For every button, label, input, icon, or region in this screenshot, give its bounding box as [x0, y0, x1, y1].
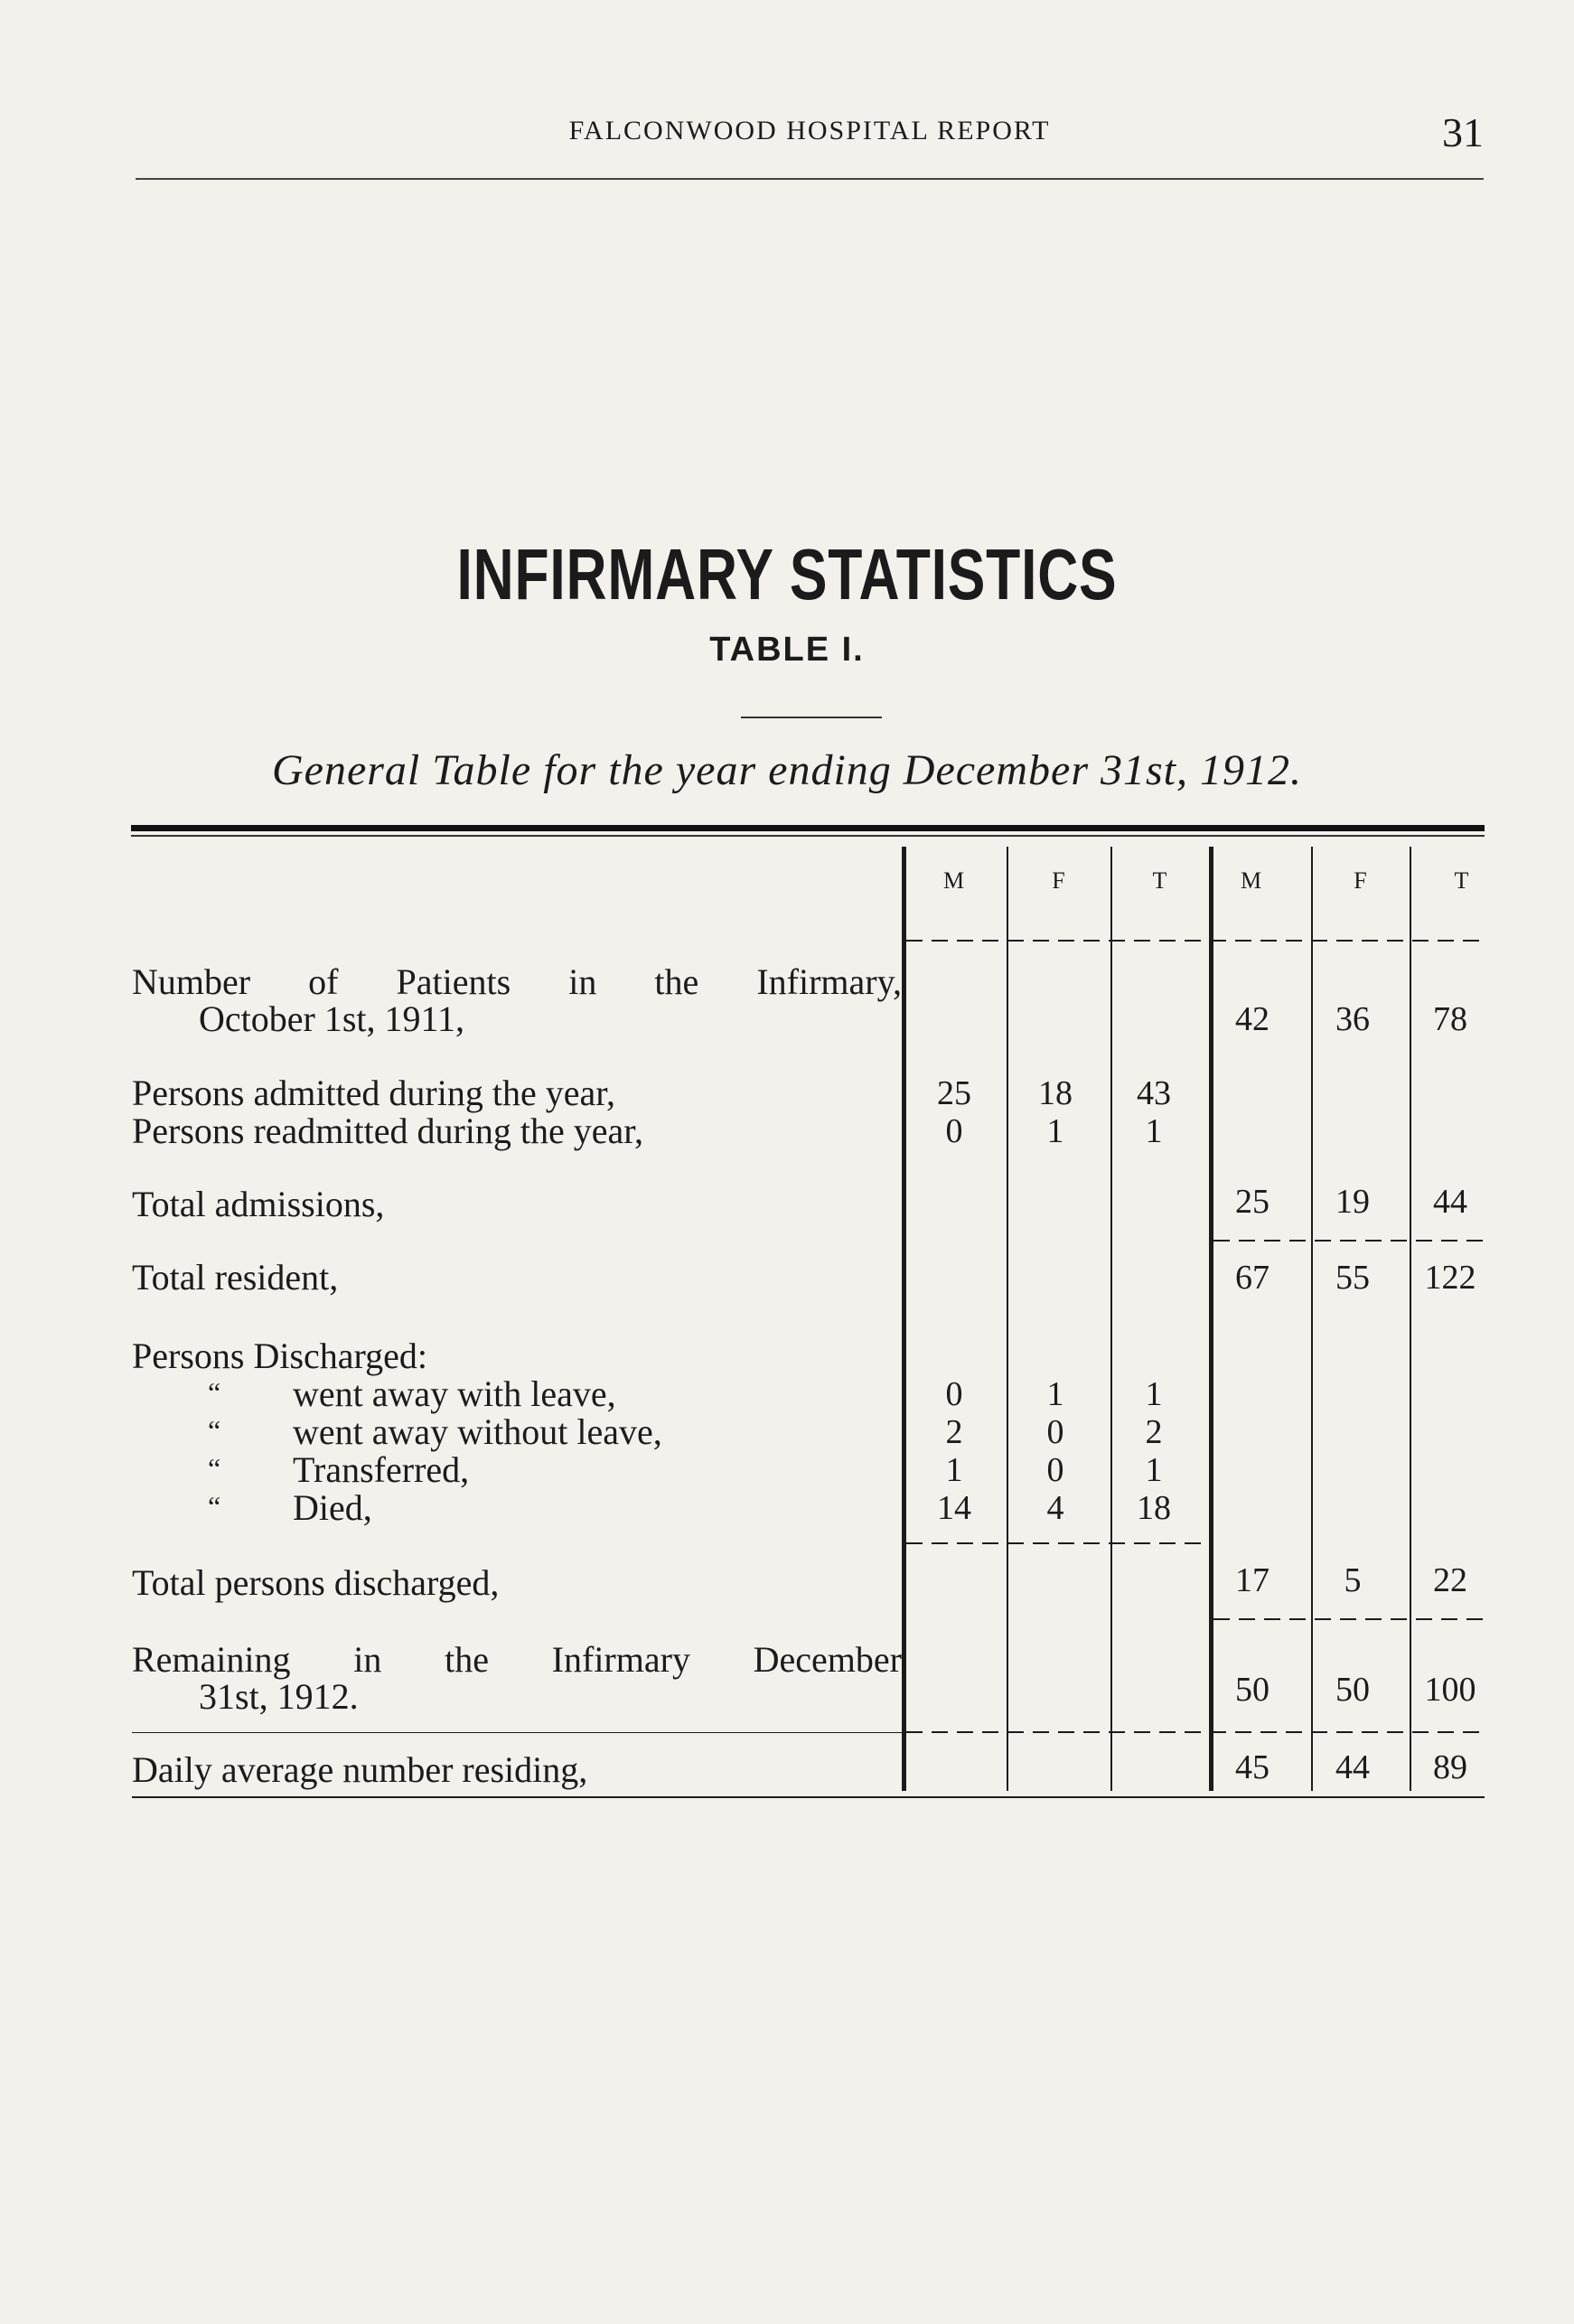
row-label: Died,: [293, 1487, 372, 1528]
ditto-mark: “: [208, 1490, 221, 1523]
ditto-mark: “: [208, 1414, 221, 1447]
row-label: Transferred,: [293, 1449, 470, 1490]
column-rule: [1007, 847, 1008, 1791]
table-cell: 2: [945, 1413, 963, 1451]
table-cell: 1: [1145, 1451, 1163, 1489]
table-cell: 5: [1344, 1561, 1362, 1599]
table-cell: 25: [1235, 1183, 1270, 1221]
column-head: F: [1052, 867, 1066, 894]
column-rule: [1311, 847, 1313, 1791]
table-cell: 4: [1046, 1489, 1064, 1527]
table-cell: 17: [1235, 1561, 1270, 1599]
table-cell: 1: [1145, 1112, 1163, 1150]
ditto-mark: “: [208, 1376, 221, 1409]
table-cell: 1: [1046, 1375, 1064, 1413]
column-head: M: [1240, 867, 1263, 894]
row-rule: [132, 1732, 902, 1733]
table-cell: 44: [1335, 1748, 1370, 1786]
table-cell: 18: [1137, 1489, 1171, 1527]
table-bottom-rule: [132, 1796, 1485, 1798]
row-label: October 1st, 1911,: [199, 998, 465, 1039]
row-label: Number of Patients in the Infirmary,: [132, 961, 902, 1002]
table-cell: 89: [1433, 1748, 1467, 1786]
table-cell: 78: [1433, 1000, 1467, 1038]
column-head: T: [1454, 867, 1470, 894]
row-label: Persons admitted during the year,: [132, 1073, 615, 1113]
table-number: TABLE I.: [709, 631, 865, 669]
row-label: Persons readmitted during the year,: [132, 1110, 644, 1151]
row-label: Persons Discharged:: [132, 1335, 427, 1376]
running-title: FALCONWOOD HOSPITAL REPORT: [568, 116, 1051, 145]
ditto-mark: “: [208, 1452, 221, 1485]
table-cell: 0: [945, 1375, 963, 1413]
table-cell: 2: [1145, 1413, 1163, 1451]
row-label: Total resident,: [132, 1257, 339, 1298]
column-rule: [1410, 847, 1411, 1791]
table-cell: 0: [945, 1112, 963, 1150]
sum-rule: [1213, 1618, 1485, 1620]
row-label: Total admissions,: [132, 1184, 385, 1224]
table-cell: 50: [1235, 1671, 1270, 1709]
row-label: 31st, 1912.: [199, 1676, 359, 1717]
table-cell: 55: [1335, 1259, 1370, 1297]
sum-rule: [906, 1731, 1485, 1733]
table-cell: 0: [1046, 1451, 1064, 1489]
column-head: M: [942, 867, 966, 894]
table-cell: 122: [1424, 1259, 1476, 1297]
table-cell: 1: [1046, 1112, 1064, 1150]
table-cell: 45: [1235, 1748, 1270, 1786]
column-rule: [902, 847, 906, 1791]
column-rule: [1110, 847, 1112, 1791]
sum-rule: [906, 1542, 1210, 1544]
column-head: T: [1152, 867, 1168, 894]
table-caption: General Table for the year ending December 31st, 1912.: [271, 746, 1303, 794]
page-number: 31: [1442, 109, 1484, 155]
table-cell: 18: [1038, 1074, 1073, 1112]
table-cell: 43: [1137, 1074, 1171, 1112]
row-label: went away with leave,: [293, 1373, 616, 1414]
row-label: Remaining in the Infirmary December: [132, 1639, 902, 1680]
header-rule: [906, 940, 1485, 942]
row-label: went away without leave,: [293, 1411, 662, 1452]
page-title: INFIRMARY STATISTICS: [456, 534, 1118, 614]
table-cell: 44: [1433, 1183, 1467, 1221]
table-cell: 25: [937, 1074, 971, 1112]
table-cell: 1: [945, 1451, 963, 1489]
column-rule: [1209, 847, 1213, 1791]
table-cell: 1: [1145, 1375, 1163, 1413]
row-label: Total persons discharged,: [132, 1562, 500, 1603]
table-cell: 42: [1235, 1000, 1270, 1038]
table-cell: 0: [1046, 1413, 1064, 1451]
sum-rule: [1213, 1240, 1485, 1242]
table-cell: 50: [1335, 1671, 1370, 1709]
table-cell: 100: [1424, 1671, 1476, 1709]
table-cell: 19: [1335, 1183, 1370, 1221]
column-head: F: [1354, 867, 1368, 894]
table-cell: 14: [937, 1489, 971, 1527]
table-cell: 36: [1335, 1000, 1370, 1038]
row-label: Daily average number residing,: [132, 1749, 588, 1790]
table-cell: 22: [1433, 1561, 1467, 1599]
table-cell: 67: [1235, 1259, 1270, 1297]
